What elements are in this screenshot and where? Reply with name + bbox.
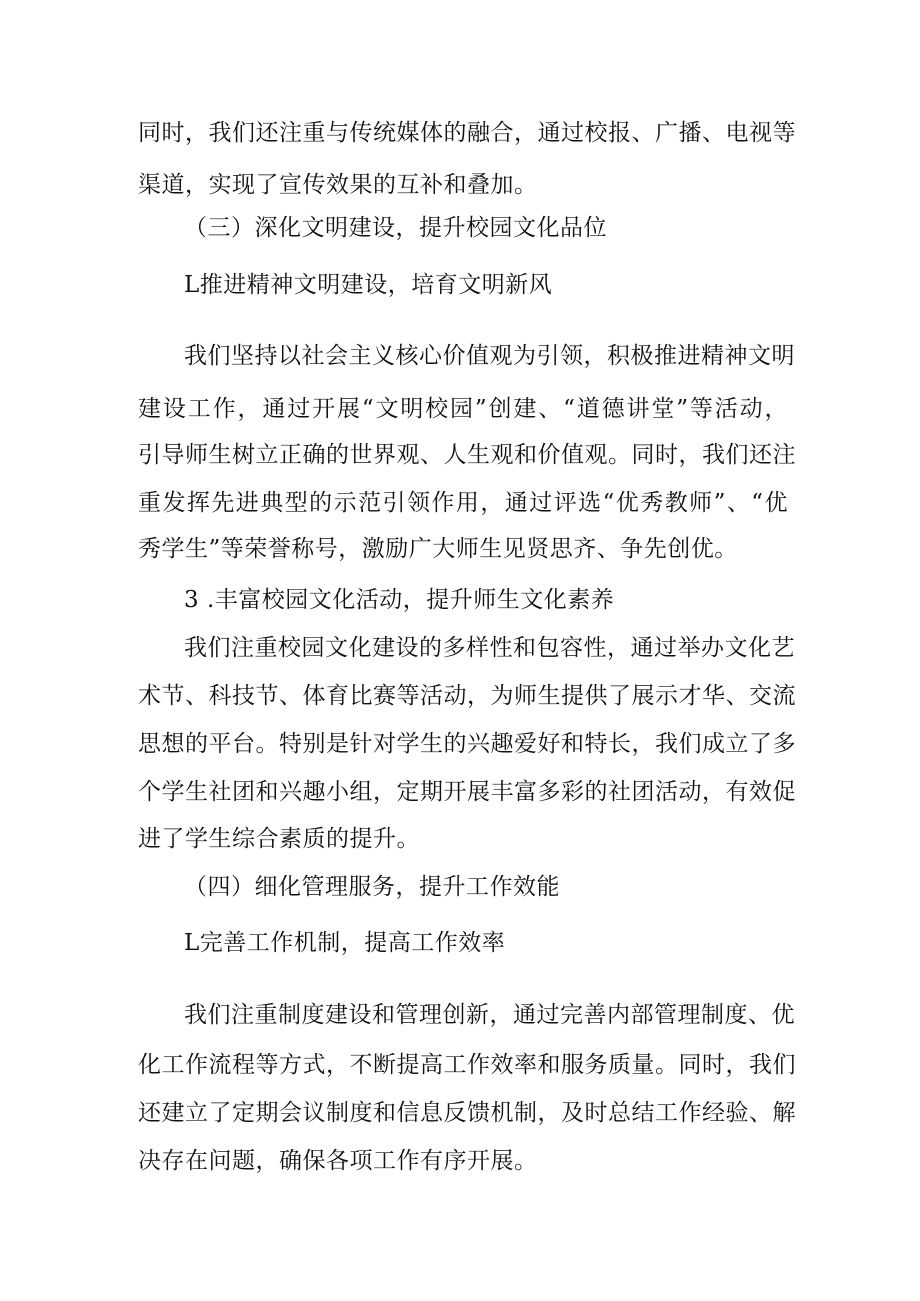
- paragraph-line: 还建立了定期会议制度和信息反馈机制，及时总结工作经验、解: [138, 1100, 796, 1126]
- paragraph-line: 个学生社团和兴趣小组，定期开展丰富多彩的社团活动，有效促: [138, 779, 796, 805]
- paragraph-line: 我们注重校园文化建设的多样性和包容性，通过举办文化艺: [184, 635, 795, 661]
- subsection-heading: L推进精神文明建设，培育文明新风: [184, 272, 553, 298]
- paragraph-line: 同时，我们还注重与传统媒体的融合，通过校报、广播、电视等: [138, 120, 796, 146]
- paragraph-line: 思想的平台。特别是针对学生的兴趣爱好和特长，我们成立了多: [138, 731, 796, 757]
- paragraph-line: 进了学生综合素质的提升。: [138, 826, 420, 852]
- section-heading: （三）深化文明建设，提升校园文化品位: [184, 215, 607, 241]
- subsection-heading: 3 .丰富校园文化活动，提升师生文化素养: [184, 587, 615, 613]
- paragraph-line: 渠道，实现了宣传效果的互补和叠加。: [138, 172, 538, 198]
- paragraph-line: 秀学生”等荣誉称号，激励广大师生见贤思齐、争先创优。: [138, 536, 738, 562]
- paragraph-line: 化工作流程等方式，不断提高工作效率和服务质量。同时，我们: [138, 1052, 796, 1078]
- paragraph-line: 重发挥先进典型的示范引领作用，通过评选“优秀教师”、“优: [138, 490, 788, 516]
- subsection-heading: L完善工作机制，提高工作效率: [184, 930, 506, 956]
- paragraph-line: 决存在问题，确保各项工作有序开展。: [138, 1148, 538, 1174]
- paragraph-line: 我们坚持以社会主义核心价值观为引领，积极推进精神文明: [184, 343, 795, 369]
- paragraph-line: 引导师生树立正确的世界观、人生观和价值观。同时，我们还注: [138, 442, 796, 468]
- paragraph-line: 建设工作，通过开展“文明校园”创建、“道德讲堂”等活动，: [138, 396, 788, 422]
- paragraph-line: 术节、科技节、体育比赛等活动，为师生提供了展示才华、交流: [138, 683, 796, 709]
- section-heading: （四）细化管理服务，提升工作效能: [184, 874, 560, 900]
- paragraph-line: 我们注重制度建设和管理创新，通过完善内部管理制度、优: [184, 1002, 795, 1028]
